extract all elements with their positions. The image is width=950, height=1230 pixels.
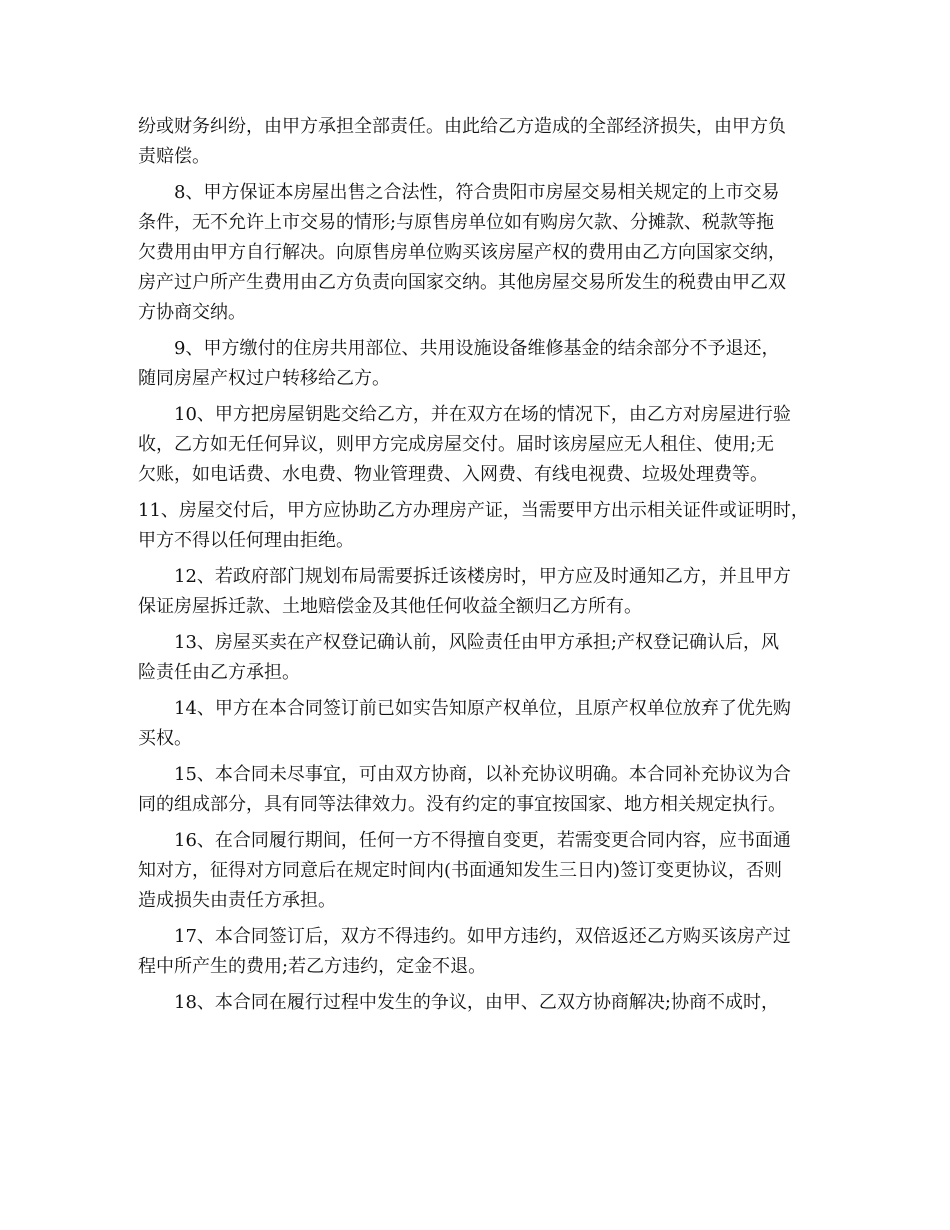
paragraph-clause-10 [138,400,810,490]
text-line: 房产过户所产生费用由乙方负责向国家交纳。其他房屋交易所发生的税费由甲乙双 [138,272,786,293]
paragraph-continued [138,112,810,172]
text-line: 方协商交纳。 [138,302,246,323]
text-line: 买权。 [138,728,192,749]
text-line: 17、本合同签订后，双方不得违约。如甲方违约，双倍返还乙方购买该房产过 [174,926,791,947]
paragraph-clause-14 [138,694,810,754]
document-page [138,112,810,1024]
text-line: 知对方，征得对方同意后在规定时间内(书面通知发生三日内)签订变更协议，否则 [138,860,783,881]
paragraph-clause-12 [138,562,810,622]
text-line: 条件，无不允许上市交易的情形;与原售房单位如有购房欠款、分摊款、税款等拖 [138,212,775,233]
paragraph-clause-16 [138,826,810,916]
text-line: 保证房屋拆迁款、土地赔偿金及其他任何收益全额归乙方所有。 [138,596,642,617]
text-line: 同的组成部分，具有同等法律效力。没有约定的事宜按国家、地方相关规定执行。 [138,794,786,815]
text-line: 10、甲方把房屋钥匙交给乙方，并在双方在场的情况下，由乙方对房屋进行验 [174,404,791,425]
text-line: 欠费用由甲方自行解决。向原售房单位购买该房屋产权的费用由乙方向国家交纳， [138,242,786,263]
text-line: 甲方不得以任何理由拒绝。 [138,530,354,551]
text-line: 11、房屋交付后，甲方应协助乙方办理房产证，当需要甲方出示相关证件或证明时， [138,500,809,521]
paragraph-clause-13 [138,628,810,688]
text-line: 程中所产生的费用;若乙方违约，定金不退。 [138,956,487,977]
text-line: 13、房屋买卖在产权登记确认前，风险责任由甲方承担;产权登记确认后，风 [174,632,779,653]
text-line: 16、在合同履行期间，任何一方不得擅自变更，若需变更合同内容，应书面通 [174,830,791,851]
text-line: 9、甲方缴付的住房共用部位、共用设施设备维修基金的结余部分不予退还， [174,338,780,359]
text-line: 14、甲方在本合同签订前已如实告知原产权单位，且原产权单位放弃了优先购 [174,698,791,719]
paragraph-clause-9 [138,334,810,394]
text-line: 8、甲方保证本房屋出售之合法性，符合贵阳市房屋交易相关规定的上市交易 [174,182,780,203]
paragraph-clause-15 [138,760,810,820]
text-line: 12、若政府部门规划布局需要拆迁该楼房时，甲方应及时通知乙方，并且甲方 [174,566,791,587]
paragraph-clause-11 [138,496,810,556]
text-line: 欠账，如电话费、水电费、物业管理费、入网费、有线电视费、垃圾处理费等。 [138,464,768,485]
text-line: 责赔偿。 [138,146,210,167]
text-line: 险责任由乙方承担。 [138,662,300,683]
paragraph-clause-8 [138,178,810,328]
text-line: 随同房屋产权过户转移给乙方。 [138,368,390,389]
paragraph-clause-17 [138,922,810,982]
text-line: 15、本合同未尽事宜，可由双方协商，以补充协议明确。本合同补充协议为合 [174,764,791,785]
text-line: 造成损失由责任方承担。 [138,890,336,911]
text-line: 18、本合同在履行过程中发生的争议，由甲、乙双方协商解决;协商不成时， [174,992,779,1013]
text-line: 收，乙方如无任何异议，则甲方完成房屋交付。届时该房屋应无人租住、使用;无 [138,434,775,455]
text-line: 纷或财务纠纷，由甲方承担全部责任。由此给乙方造成的全部经济损失，由甲方负 [138,116,786,137]
paragraph-clause-18 [138,988,810,1018]
